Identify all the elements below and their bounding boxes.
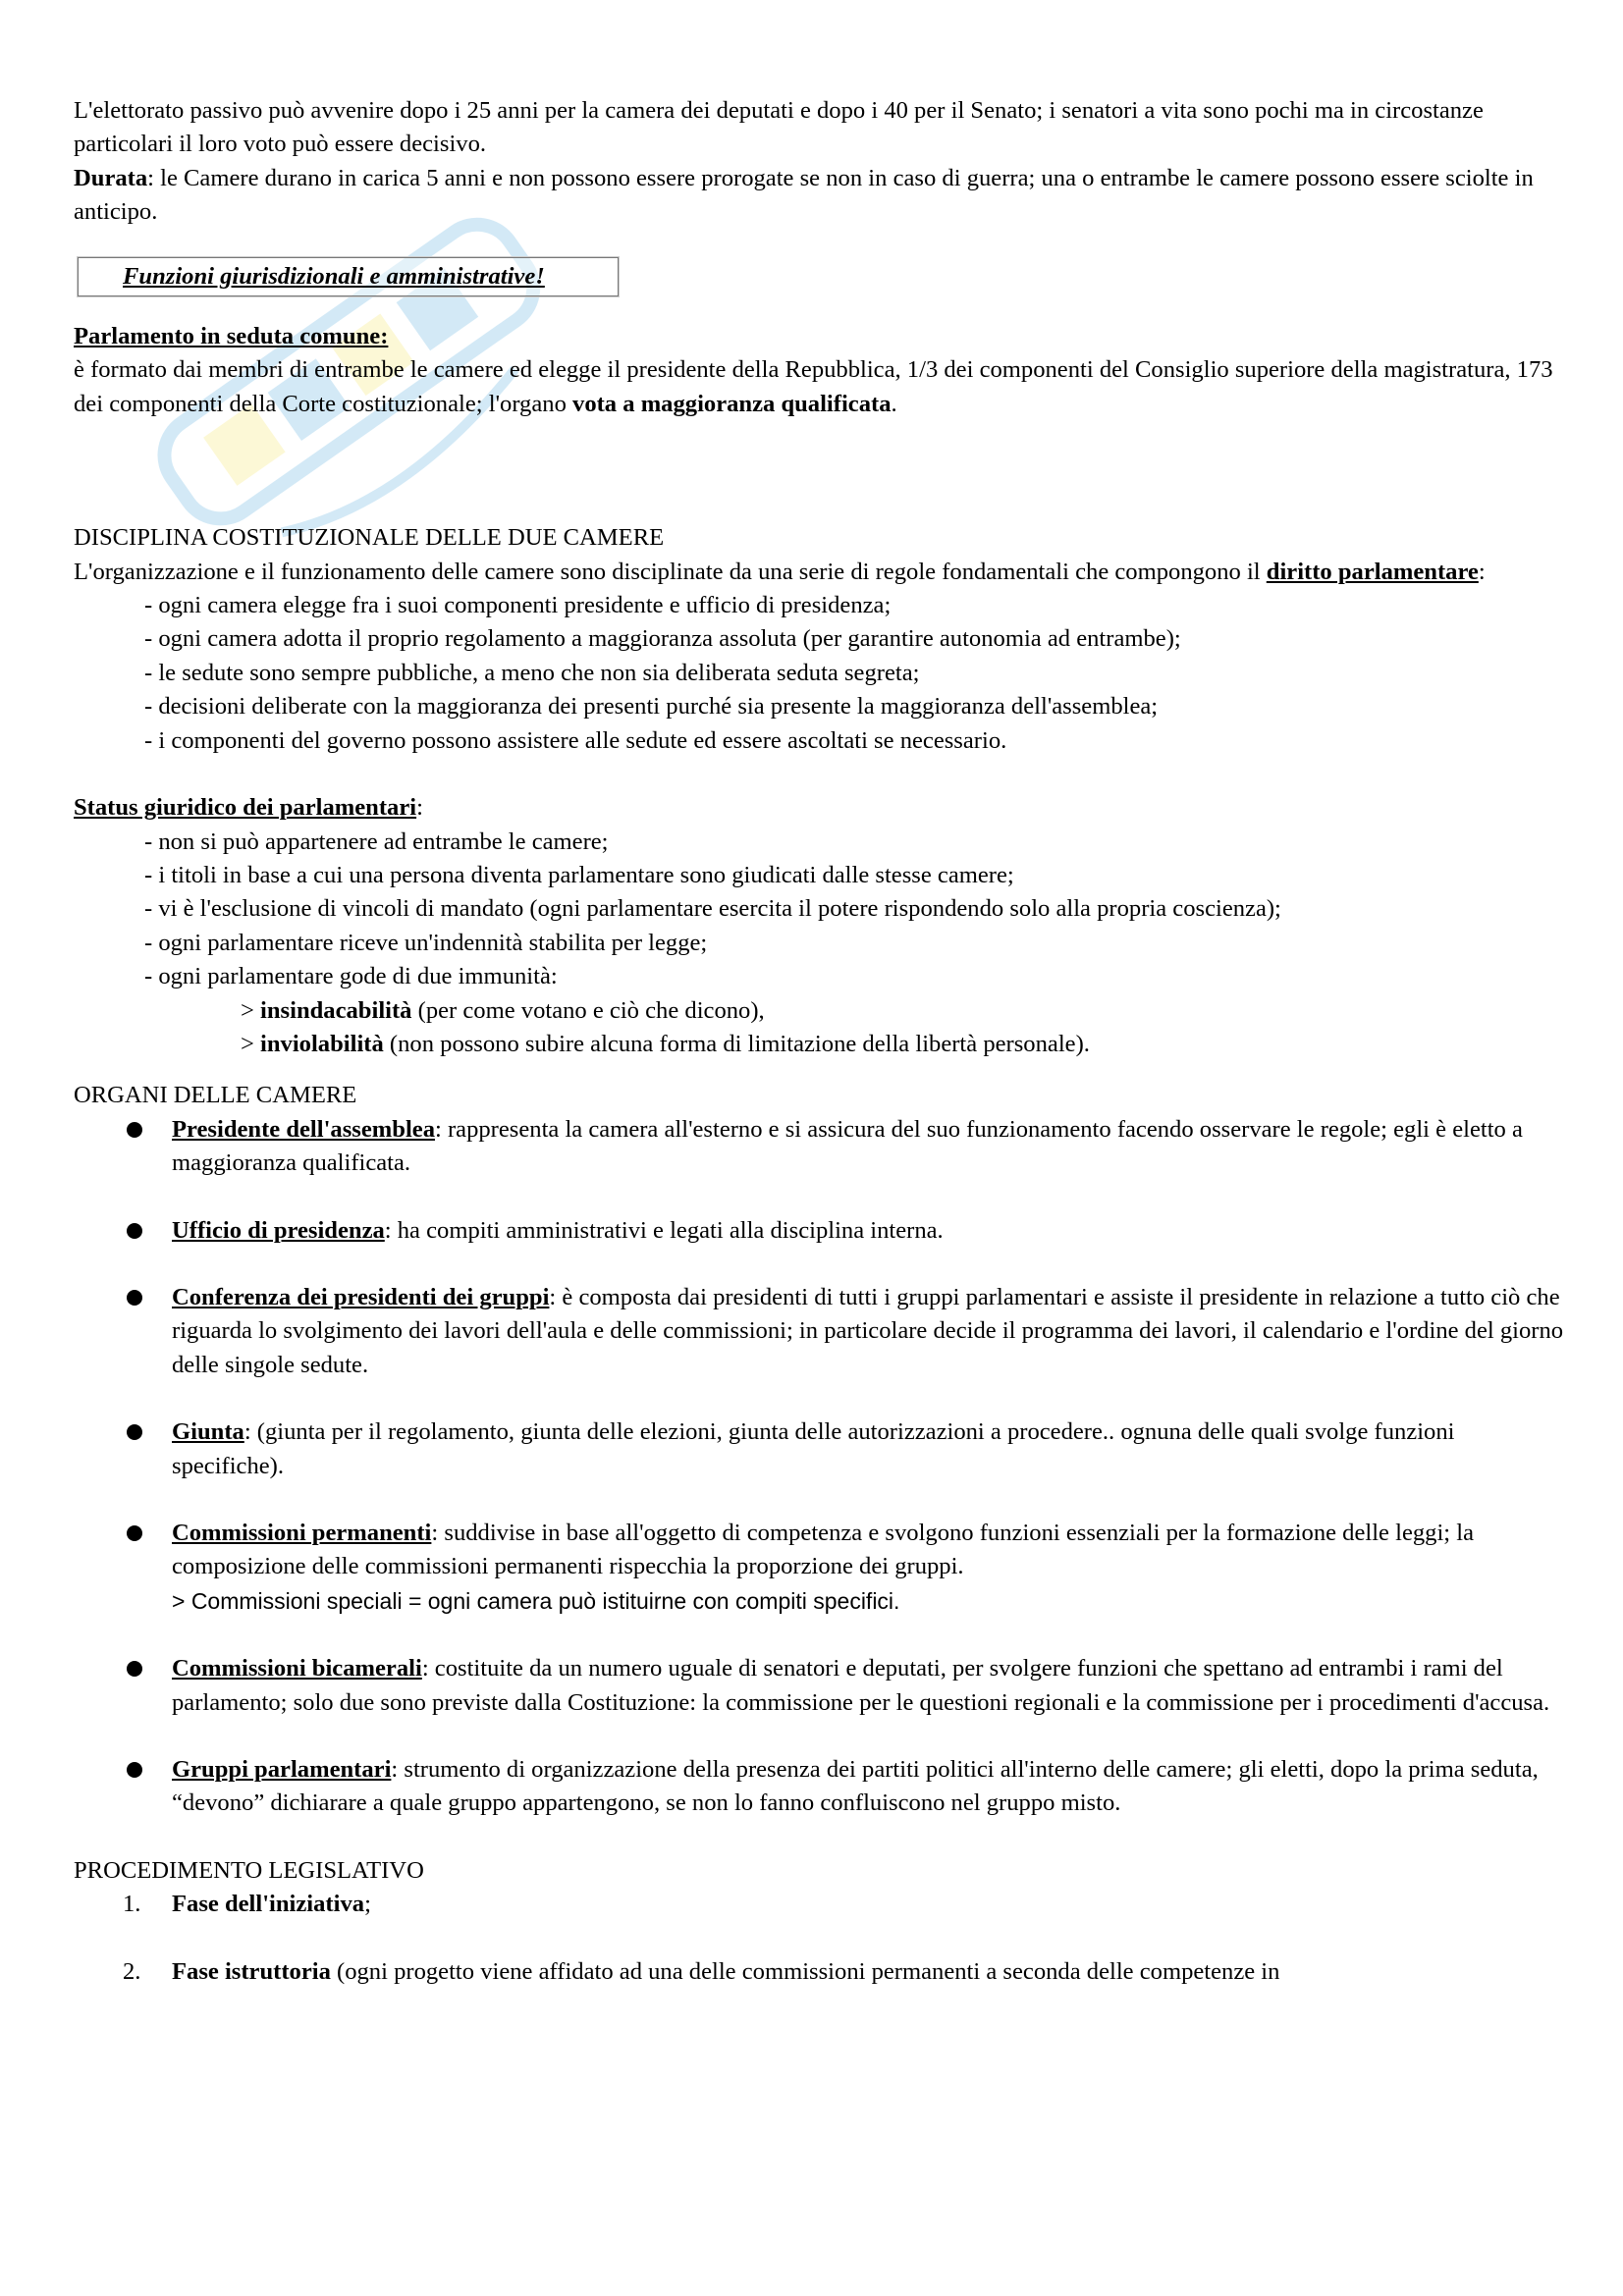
list-item: - ogni camera elegge fra i suoi componenti presidente e ufficio di presidenza; bbox=[144, 592, 892, 619]
seduta-comune-end: . bbox=[891, 390, 897, 417]
list-item: - ogni parlamentare riceve un'indennità stabilita per legge; bbox=[144, 929, 708, 956]
list-item bbox=[74, 1888, 1566, 1921]
list-item: - le sedute sono sempre pubbliche, a meno che non sia deliberata seduta segreta; bbox=[144, 659, 920, 686]
bullet-icon bbox=[127, 1122, 142, 1138]
seduta-comune-paragraph bbox=[74, 353, 1566, 421]
fase-title: Fase dell'iniziativa bbox=[172, 1891, 365, 1918]
procedimento-list bbox=[74, 1888, 1566, 1989]
bullet-icon bbox=[127, 1762, 142, 1778]
procedimento-heading: PROCEDIMENTO LEGISLATIVO bbox=[74, 1856, 424, 1884]
list-item: - i titoli in base a cui una persona diventa parlamentare sono giudicati dalle stesse camere; bbox=[144, 861, 1014, 888]
intro-text: L'elettorato passivo può avvenire dopo i 25 anni per la camera dei deputati e dopo i 40 per il Senato; i senatori a vita sono pochi ma in circostanze particolari il loro voto può essere decisivo. bbox=[74, 97, 1484, 158]
bullet-icon bbox=[127, 1424, 142, 1440]
list-item bbox=[74, 1517, 1566, 1619]
seduta-comune-bold: vota a maggioranza qualificata bbox=[572, 390, 892, 417]
item-number: 1. bbox=[123, 1891, 141, 1918]
organo-text: : (giunta per il regolamento, giunta delle elezioni, giunta delle autorizzazioni a procedere.. ognuna delle quali svolge funzioni specifiche). bbox=[172, 1418, 1455, 1479]
list-item bbox=[74, 1652, 1566, 1720]
organo-title: Giunta bbox=[172, 1418, 244, 1446]
organi-list bbox=[74, 1113, 1566, 1821]
organo-text: : strumento di organizzazione della presenza dei partiti politici all'interno delle camere; gli eletti, dopo la prima seduta, “devono” dichiarare a quale gruppo appartengono, se non lo fanno confluiscono nel gruppo misto. bbox=[172, 1756, 1539, 1817]
durata-label: Durata bbox=[74, 164, 148, 191]
bullet-icon bbox=[127, 1525, 142, 1541]
diritto-parlamentare-term: diritto parlamentare bbox=[1266, 558, 1479, 585]
list-item: - vi è l'esclusione di vincoli di mandato (ogni parlamentare esercita il potere rispondendo solo alla propria coscienza); bbox=[144, 895, 1281, 923]
immunita-desc: (per come votano e ciò che dicono), bbox=[411, 996, 765, 1024]
organo-title: Conferenza dei presidenti dei gruppi bbox=[172, 1283, 550, 1310]
fase-title: Fase istruttoria bbox=[172, 1957, 331, 1985]
immunita-term: inviolabilità bbox=[260, 1030, 384, 1057]
status-colon: : bbox=[416, 794, 423, 822]
list-item: - non si può appartenere ad entrambe le camere; bbox=[144, 828, 609, 855]
boxed-title: Funzioni giurisdizionali e amministrative! bbox=[78, 257, 619, 296]
status-title-line bbox=[74, 791, 1566, 825]
disciplina-heading: DISCIPLINA COSTITUZIONALE DELLE DUE CAMERE bbox=[74, 524, 665, 552]
immunita-item bbox=[241, 1028, 1566, 1061]
organo-text: : costituite da un numero uguale di senatori e deputati, per svolgere funzioni che spettano ad entrambi i rami del parlamento; solo due sono previste dalla Costituzione: la commissione per le questioni regionali e la commissione per i procedimenti d'accusa. bbox=[172, 1655, 1550, 1716]
organo-title: Commissioni permanenti bbox=[172, 1520, 432, 1546]
bullet-icon bbox=[127, 1661, 142, 1677]
bullet-icon bbox=[127, 1223, 142, 1239]
organo-extra: > Commissioni speciali = ogni camera può istituirne con compiti specifici. bbox=[172, 1587, 900, 1614]
organo-title: Ufficio di presidenza bbox=[172, 1216, 385, 1244]
immunita-item bbox=[241, 994, 1566, 1028]
list-item bbox=[74, 1113, 1566, 1181]
list-item bbox=[74, 1214, 1566, 1248]
list-item bbox=[74, 1415, 1566, 1483]
durata-paragraph bbox=[74, 162, 1566, 230]
list-item bbox=[74, 1753, 1566, 1821]
immunita-list bbox=[74, 994, 1566, 1062]
seduta-comune-heading: Parlamento in seduta comune: bbox=[74, 323, 389, 350]
immunita-term: insindacabilità bbox=[260, 996, 412, 1024]
organo-text: : suddivise in base all'oggetto di competenza e svolgono funzioni essenziali per la formazione delle leggi; la composizione delle commissioni permanenti rispecchia la proporzione dei gruppi. bbox=[172, 1520, 1475, 1580]
list-item: - decisioni deliberate con la maggioranza dei presenti purché sia presente la maggioranza dell'assemblea; bbox=[144, 693, 1159, 721]
list-item bbox=[74, 1281, 1566, 1382]
organo-title: Presidente dell'assemblea bbox=[172, 1115, 435, 1143]
arrow-prefix: > bbox=[241, 1030, 261, 1057]
durata-text: : le Camere durano in carica 5 anni e non possono essere prorogate se non in caso di guerra; una o entrambe le camere possono essere sciolte in anticipo. bbox=[74, 164, 1534, 226]
organo-title: Gruppi parlamentari bbox=[172, 1756, 392, 1784]
status-title: Status giuridico dei parlamentari bbox=[74, 794, 417, 822]
disciplina-list bbox=[74, 589, 1566, 758]
organo-text: : rappresenta la camera all'esterno e si assicura del suo funzionamento facendo osservare le regole; egli è eletto a maggioranza qualificata. bbox=[172, 1115, 1523, 1177]
fase-text: ; bbox=[364, 1891, 371, 1918]
organo-text: : ha compiti amministrativi e legati alla disciplina interna. bbox=[384, 1216, 944, 1244]
immunita-desc: (non possono subire alcuna forma di limitazione della libertà personale). bbox=[383, 1030, 1090, 1057]
bullet-icon bbox=[127, 1290, 142, 1306]
arrow-prefix: > bbox=[241, 996, 261, 1024]
organi-heading: ORGANI DELLE CAMERE bbox=[74, 1082, 357, 1109]
status-list bbox=[74, 826, 1566, 994]
list-item: - ogni parlamentare gode di due immunità: bbox=[144, 963, 558, 990]
list-item: - i componenti del governo possono assistere alle sedute ed essere ascoltati se necessario. bbox=[144, 726, 1007, 754]
seduta-comune-text: è formato dai membri di entrambe le camere ed elegge il presidente della Repubblica, 1/3 dei componenti del Consiglio superiore della magistratura, 173 dei componenti della Corte costituzionale; l'organo bbox=[74, 356, 1553, 417]
list-item bbox=[74, 1955, 1566, 1989]
item-number: 2. bbox=[123, 1957, 141, 1985]
list-item: - ogni camera adotta il proprio regolamento a maggioranza assoluta (per garantire autonomia ad entrambe); bbox=[144, 625, 1181, 653]
disciplina-colon: : bbox=[1478, 558, 1486, 585]
disciplina-intro-text: L'organizzazione e il funzionamento delle camere sono disciplinate da una serie di regole fondamentali che compongono il bbox=[74, 558, 1267, 585]
organo-title: Commissioni bicamerali bbox=[172, 1655, 422, 1682]
fase-text: (ogni progetto viene affidato ad una delle commissioni permanenti a seconda delle competenze in bbox=[330, 1957, 1280, 1985]
organo-text: : è composta dai presidenti di tutti i gruppi parlamentari e assiste il presidente in relazione a tutto ciò che riguarda lo svolgimento dei lavori dell'aula e delle commissioni; in particolare decide il programma dei lavori, il calendario e l'ordine del giorno delle singole sedute. bbox=[172, 1283, 1564, 1378]
document-page bbox=[74, 94, 1566, 2022]
seduta-comune-title bbox=[74, 320, 1566, 353]
intro-paragraph bbox=[74, 94, 1566, 162]
disciplina-intro bbox=[74, 556, 1566, 589]
